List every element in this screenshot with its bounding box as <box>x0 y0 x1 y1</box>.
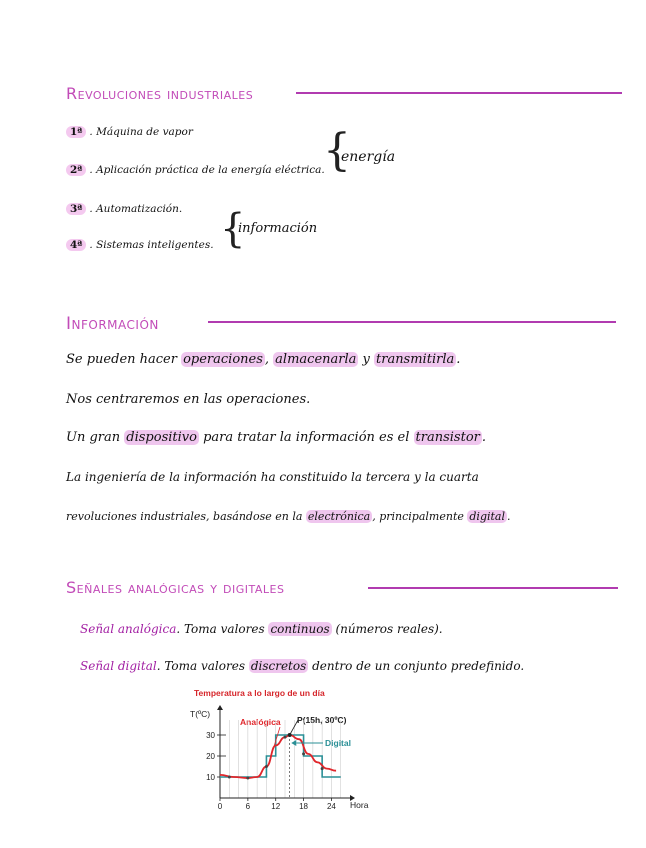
analog-label: Señal analógica <box>80 622 177 636</box>
digital-line-a: . Toma valores <box>156 659 249 673</box>
revolution-number-4: 4ª <box>66 239 86 251</box>
info-line-1-c: y <box>358 352 374 367</box>
info-line-1-a: Se pueden hacer <box>66 352 182 367</box>
x-tick-label: 24 <box>326 802 336 811</box>
highlight-dispositivo: dispositivo <box>126 430 197 445</box>
section3-rule <box>368 587 618 589</box>
info-line-5-c: . <box>507 510 511 523</box>
info-line-4: La ingeniería de la información ha constituido la tercera y la cuarta <box>66 470 479 484</box>
x-tick-label: 12 <box>271 802 281 811</box>
brace-info-icon: { <box>220 206 246 252</box>
revolution-item-3 <box>66 203 182 215</box>
brace-energy-label: energía <box>341 149 396 165</box>
revolution-text-1: . Máquina de vapor <box>89 126 193 138</box>
highlight-electronica: electrónica <box>307 510 371 523</box>
temperature-chart <box>180 684 380 814</box>
revolution-number-2: 2ª <box>66 164 86 176</box>
chart-title: Temperatura a lo largo de un día <box>194 688 325 698</box>
digital-line <box>80 659 524 673</box>
revolution-item-2 <box>66 164 325 176</box>
y-tick-label: 10 <box>206 773 215 782</box>
analog-line-b: (números reales). <box>331 622 443 636</box>
info-line-3-c: . <box>481 430 486 445</box>
brace-energy-icon: { <box>323 125 351 176</box>
revolution-text-3: . Automatización. <box>89 203 183 215</box>
sample-point <box>265 765 268 768</box>
revolution-item-1 <box>66 126 193 138</box>
analog-line <box>80 622 443 636</box>
chart-digital-label: Digital <box>325 738 351 748</box>
analog-line-a: . Toma valores <box>176 622 269 636</box>
chart-annotation: P(15h, 30ºC) <box>297 715 347 725</box>
sample-point <box>284 736 287 739</box>
info-line-5-b: , principalmente <box>372 510 468 523</box>
info-line-2: Nos centraremos en las operaciones. <box>66 392 311 407</box>
highlight-almacenarla: almacenarla <box>275 352 357 367</box>
digital-label: Señal digital <box>80 659 157 673</box>
y-tick-label: 20 <box>206 752 215 761</box>
revolution-text-4: . Sistemas inteligentes. <box>89 239 214 251</box>
highlight-digital: digital <box>469 510 506 523</box>
revolution-number-1: 1ª <box>66 126 86 138</box>
x-tick-label: 6 <box>245 802 251 811</box>
sample-point <box>302 752 305 755</box>
highlight-discretos: discretos <box>250 659 307 673</box>
highlight-operaciones: operaciones <box>183 352 263 367</box>
annotation-leader <box>290 720 298 735</box>
section2-rule <box>208 321 616 323</box>
info-line-3 <box>66 430 486 445</box>
revolution-text-2: . Aplicación práctica de la energía eléctrica. <box>89 164 325 176</box>
sample-point <box>228 776 231 779</box>
highlight-continuos: continuos <box>270 622 330 636</box>
y-tick-label: 30 <box>206 731 215 740</box>
digital-label-arrowhead <box>291 740 296 746</box>
revolution-number-3: 3ª <box>66 203 86 215</box>
info-line-3-a: Un gran <box>66 430 125 445</box>
section1-title: Revoluciones industriales <box>66 84 254 103</box>
chart-xlabel: Hora <box>350 800 369 810</box>
y-axis-arrow <box>217 705 223 710</box>
info-line-1 <box>66 352 460 367</box>
digital-line-b: dentro de un conjunto predefinido. <box>308 659 525 673</box>
info-line-1-b: , <box>264 352 274 367</box>
x-tick-label: 18 <box>299 802 309 811</box>
sample-point <box>321 767 324 770</box>
info-line-5 <box>66 510 511 523</box>
x-tick-label: 0 <box>217 802 223 811</box>
info-line-1-d: . <box>456 352 461 367</box>
section2-title: Información <box>66 314 159 334</box>
highlight-transmitirla: transmitirla <box>376 352 455 367</box>
chart-analog-label: Analógica <box>240 717 281 727</box>
revolution-item-4 <box>66 239 214 251</box>
highlight-transistor: transistor <box>415 430 480 445</box>
brace-info-label: información <box>238 221 318 236</box>
section3-title: Señales analógicas y digitales <box>66 578 285 597</box>
info-line-5-a: revoluciones industriales, basándose en la <box>66 510 306 523</box>
sample-point <box>246 777 249 780</box>
chart-ylabel: T(ºC) <box>190 709 211 719</box>
info-line-3-b: para tratar la información es el <box>198 430 414 445</box>
section1-rule <box>296 92 622 94</box>
